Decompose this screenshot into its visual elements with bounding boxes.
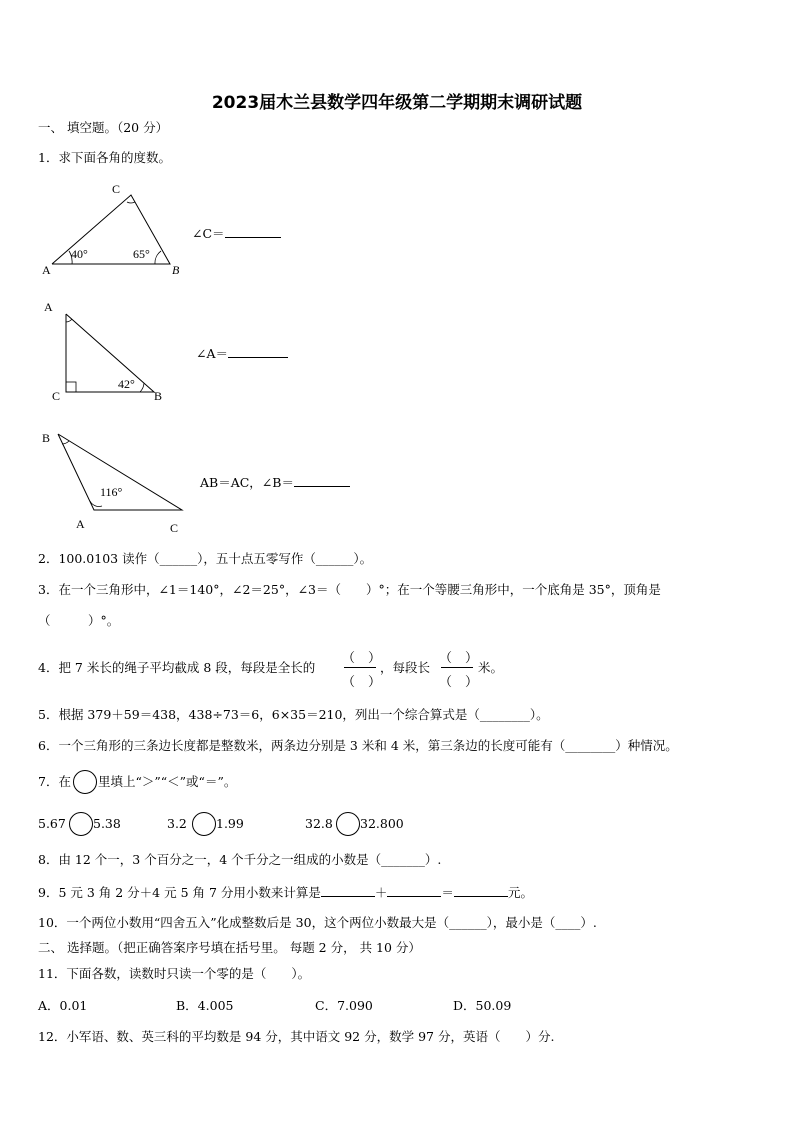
compare-left-2: 3.2 <box>167 816 187 831</box>
question-5: 5．根据 379＋59＝438，438÷73＝6，6×35＝210，列出一个综合算式是（________）。 <box>38 707 549 722</box>
compare-left-1: 5.67 <box>38 816 66 831</box>
question-1-prompt-3: AB＝AC，∠B＝ <box>200 473 350 491</box>
answer-blank[interactable] <box>294 473 350 487</box>
question-11: 11．下面各数，读数时只读一个零的是（ ）。 <box>38 966 311 981</box>
vertex-label-b: B <box>172 263 180 277</box>
angle-b-label: 65° <box>133 247 150 261</box>
answer-blank-2[interactable] <box>387 883 441 897</box>
vertex-label-b: B <box>42 431 51 445</box>
vertex-label-b: B <box>154 389 163 403</box>
question-7-after: 里填上“＞”“＜”或“＝”。 <box>98 774 237 789</box>
option-b[interactable]: B．4.005 <box>176 998 234 1013</box>
compare-circle-2[interactable] <box>192 812 216 836</box>
question-8: 8．由 12 个一，3 个百分之一，4 个千分之一组成的小数是（_______）. <box>38 852 442 867</box>
question-2: 2．100.0103 读作（______），五十点五零写作（______）。 <box>38 551 373 566</box>
question-4-middle: ，每段长 <box>380 660 431 675</box>
compare-right-3: 32.800 <box>360 816 404 831</box>
angle-a-label: 40° <box>71 247 88 261</box>
question-3-line-1: 3．在一个三角形中，∠1＝140°，∠2＝25°，∠3＝（ ）°；在一个等腰三角形中，一个底角是 35°，顶角是 <box>38 582 661 597</box>
question-6: 6．一个三角形的三条边长度都是整数米，两条边分别是 3 米和 4 米，第三条边的长度可能有（________）种情况。 <box>38 738 678 753</box>
compare-right-2: 1.99 <box>216 816 244 831</box>
question-4-after: 米。 <box>478 660 504 675</box>
section-2-heading: 二、 选择题。（把正确答案序号填在括号里。 每题 2 分， 共 10 分） <box>38 940 421 955</box>
angle-b-label: 42° <box>118 377 135 391</box>
answer-blank[interactable] <box>228 344 288 358</box>
question-4-before: 4．把 7 米长的绳子平均截成 8 段，每段是全长的 <box>38 660 316 675</box>
question-1-prompt-1: ∠C＝ <box>192 224 281 242</box>
compare-circle-example <box>73 770 97 794</box>
page-title: 2023届木兰县数学四年级第二学期期末调研试题 <box>211 93 583 113</box>
vertex-label-a: A <box>44 300 53 314</box>
fraction-blank-2[interactable]: （ ） （ ） <box>439 651 479 690</box>
vertex-label-a: A <box>42 263 51 277</box>
vertex-label-a: A <box>76 517 85 531</box>
section-1-heading: 一、 填空题。（20 分） <box>38 120 169 135</box>
fraction-blank-1[interactable]: （ ） （ ） <box>342 651 382 690</box>
compare-circle-3[interactable] <box>336 812 360 836</box>
answer-blank-3[interactable] <box>454 883 508 897</box>
option-c[interactable]: C．7.090 <box>315 998 373 1013</box>
option-a[interactable]: A．0.01 <box>38 998 88 1013</box>
triangle-figure-3 <box>36 426 196 538</box>
angle-a-label: 116° <box>100 485 123 499</box>
answer-blank-1[interactable] <box>321 883 375 897</box>
compare-right-1: 5.38 <box>93 816 121 831</box>
option-d[interactable]: D．50.09 <box>453 998 512 1013</box>
question-7-before: 7．在 <box>38 774 71 789</box>
vertex-label-c: C <box>112 182 121 196</box>
question-9: 9．5 元 3 角 2 分＋4 元 5 角 7 分用小数来计算是 ＋ ＝ 元。 <box>38 885 533 900</box>
triangle-figure-2 <box>36 296 186 406</box>
answer-blank[interactable] <box>225 224 281 238</box>
triangle-figure-1 <box>36 180 186 280</box>
vertex-label-c: C <box>52 389 61 403</box>
question-3-line-2: （ ）°。 <box>38 613 120 628</box>
question-1-prompt-2: ∠A＝ <box>196 344 288 362</box>
vertex-label-c: C <box>170 521 179 535</box>
question-10: 10．一个两位小数用“四舍五入”化成整数后是 30，这个两位小数最大是（______），最小是（____）. <box>38 915 597 930</box>
compare-circle-1[interactable] <box>69 812 93 836</box>
question-12: 12．小军语、数、英三科的平均数是 94 分，其中语文 92 分，数学 97 分，英语（ ）分. <box>38 1029 555 1044</box>
question-1: 1．求下面各角的度数。 <box>38 150 171 165</box>
compare-left-3: 32.8 <box>305 816 333 831</box>
